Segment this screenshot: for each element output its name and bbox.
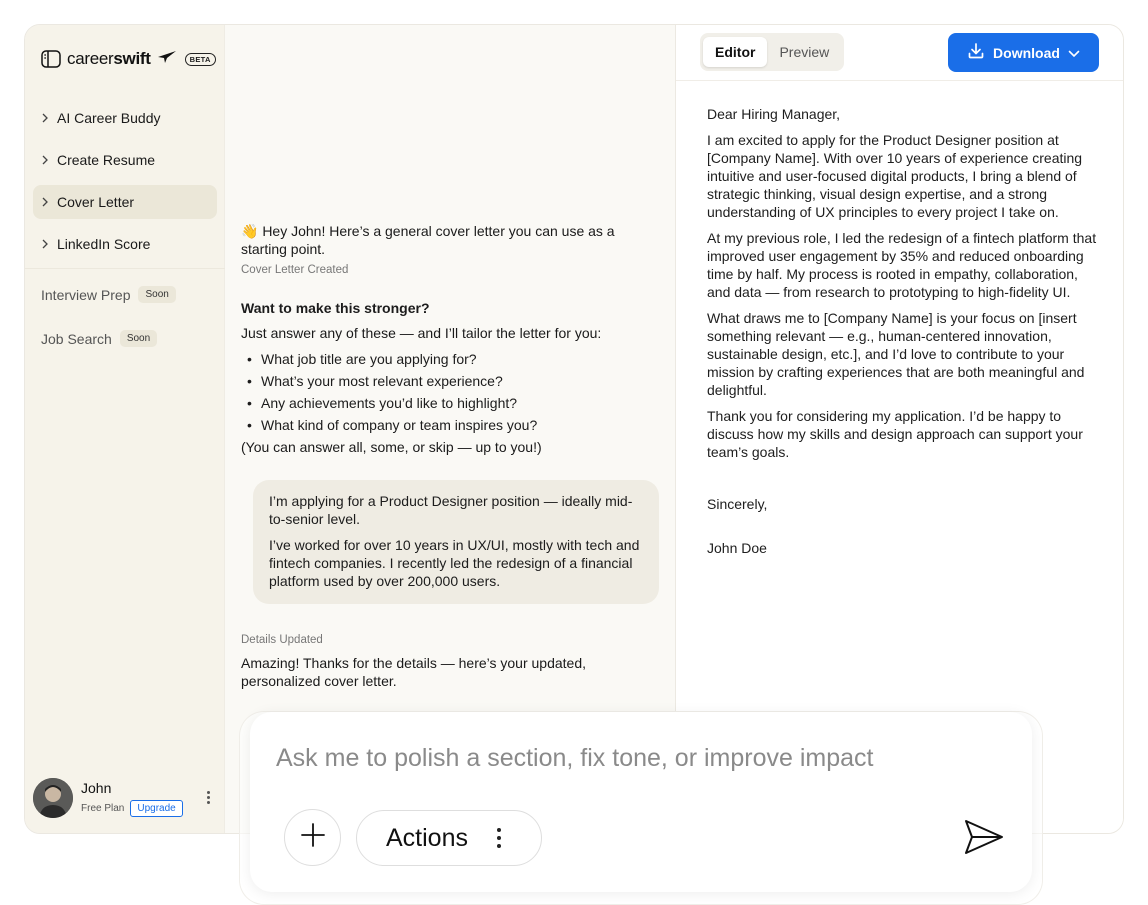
beta-badge: BETA [185, 53, 216, 66]
add-attachment-button[interactable] [284, 809, 341, 866]
plus-icon [300, 822, 326, 853]
tab-preview[interactable]: Preview [779, 44, 830, 60]
list-item: • What kind of company or team inspires you? [241, 416, 661, 434]
prompt-title: Want to make this stronger? [241, 300, 430, 316]
list-item: • Any achievements you’d like to highlight? [241, 394, 661, 412]
letter-signature: John Doe [707, 540, 767, 556]
sidebar-item-cover-letter[interactable] [33, 185, 217, 219]
sidebar [25, 25, 225, 833]
prompt-subtitle: Just answer any of these — and I’ll tailor the letter for you: [241, 325, 602, 341]
sidebar-item-job-search [41, 330, 157, 347]
sidebar-toggle-icon[interactable] [41, 50, 61, 68]
status-cover-letter-created: Cover Letter Created [241, 264, 349, 276]
brand-name: careerswift [67, 49, 151, 68]
actions-label: Actions [386, 823, 468, 852]
list-item: • What job title are you applying for? [241, 350, 661, 368]
user-message-line: I’m applying for a Product Designer position — ideally mid-to-senior level. [269, 493, 633, 527]
actions-button[interactable] [356, 810, 542, 866]
send-button[interactable] [964, 819, 1004, 855]
letter-paragraph: Thank you for considering my application. I’d be happy to discuss how my skills and design approach can support your team’s goals. [707, 408, 1083, 460]
swift-arrow-icon [157, 50, 177, 69]
composer-container [240, 712, 1042, 904]
chevron-right-icon [41, 197, 51, 207]
assistant-update-message: Amazing! Thanks for the details — here’s your updated, personalized cover letter. [241, 655, 587, 689]
brand-logo[interactable] [41, 49, 216, 69]
user-menu-icon[interactable] [207, 791, 211, 806]
sidebar-nav [33, 101, 217, 269]
letter-paragraph: What draws me to [Company Name] is your focus on [insert something relevant — e.g., human-centered innovation, sustainable design, etc.], and I’d love to contribute to your mission by crafting experiences that are both meaningful and delightful. [707, 310, 1085, 398]
download-icon [967, 42, 985, 63]
sidebar-item-label: Job Search [41, 330, 112, 347]
sidebar-item-label: Interview Prep [41, 286, 131, 303]
letter-greeting: Dear Hiring Manager, [707, 106, 841, 122]
tab-editor[interactable]: Editor [703, 37, 767, 67]
download-button[interactable] [948, 33, 1099, 72]
prompt-note: (You can answer all, some, or skip — up to you!) [241, 439, 542, 455]
sidebar-item-label: Create Resume [57, 152, 156, 168]
sidebar-item-create-resume[interactable] [33, 143, 217, 177]
prompt-input[interactable] [276, 744, 976, 773]
sidebar-item-label: LinkedIn Score [57, 236, 151, 252]
status-details-updated: Details Updated [241, 634, 323, 646]
list-item: • What’s your most relevant experience? [241, 372, 661, 390]
user-plan: Free Plan [81, 802, 125, 814]
soon-badge: Soon [138, 286, 175, 303]
view-tabs [700, 33, 844, 71]
assistant-intro-message: 👋 Hey John! Here’s a general cover letter you can use as a starting point. [241, 223, 615, 257]
user-name: John [81, 779, 112, 796]
chevron-right-icon [41, 113, 51, 123]
sidebar-item-ai-career-buddy[interactable] [33, 101, 217, 135]
send-icon [964, 842, 1004, 859]
user-message-bubble [253, 480, 659, 604]
sidebar-item-interview-prep [41, 286, 176, 303]
chevron-down-icon [1068, 45, 1080, 61]
download-label: Download [993, 44, 1060, 61]
sidebar-item-label: Cover Letter [57, 194, 135, 210]
upgrade-button[interactable]: Upgrade [130, 800, 182, 817]
letter-closing: Sincerely, [707, 496, 768, 512]
user-message-line: I’ve worked for over 10 years in UX/UI, mostly with tech and fintech companies. I recently led the redesign of a financial platform used by over 200,000 users. [269, 537, 640, 589]
letter-paragraph: At my previous role, I led the redesign of a fintech platform that improved user engagement by 35% and reduced onboarding time by half. My process is rooted in empathy, collaboration, and data — from research to prototyping to high-fidelity UI. [707, 230, 1097, 300]
chevron-right-icon [41, 155, 51, 165]
letter-paragraph: I am excited to apply for the Product Designer position at [Company Name]. With over 10 years of experience creating intuitive and user-focused digital products, I bring a blend of strategic thinking, visual design expertise, and a strong understanding of UX principles to every project I take on. [707, 132, 1083, 220]
avatar[interactable] [33, 778, 73, 818]
soon-badge: Soon [120, 330, 157, 347]
cover-letter-document[interactable] [707, 105, 1097, 565]
editor-toolbar [676, 25, 1123, 81]
chevron-right-icon [41, 239, 51, 249]
sidebar-divider [25, 268, 225, 269]
more-vertical-icon [497, 828, 501, 852]
sidebar-item-label: AI Career Buddy [57, 110, 161, 126]
question-list [241, 350, 661, 434]
sidebar-item-linkedin-score[interactable] [33, 227, 217, 261]
composer [250, 712, 1032, 892]
user-profile [33, 777, 217, 819]
